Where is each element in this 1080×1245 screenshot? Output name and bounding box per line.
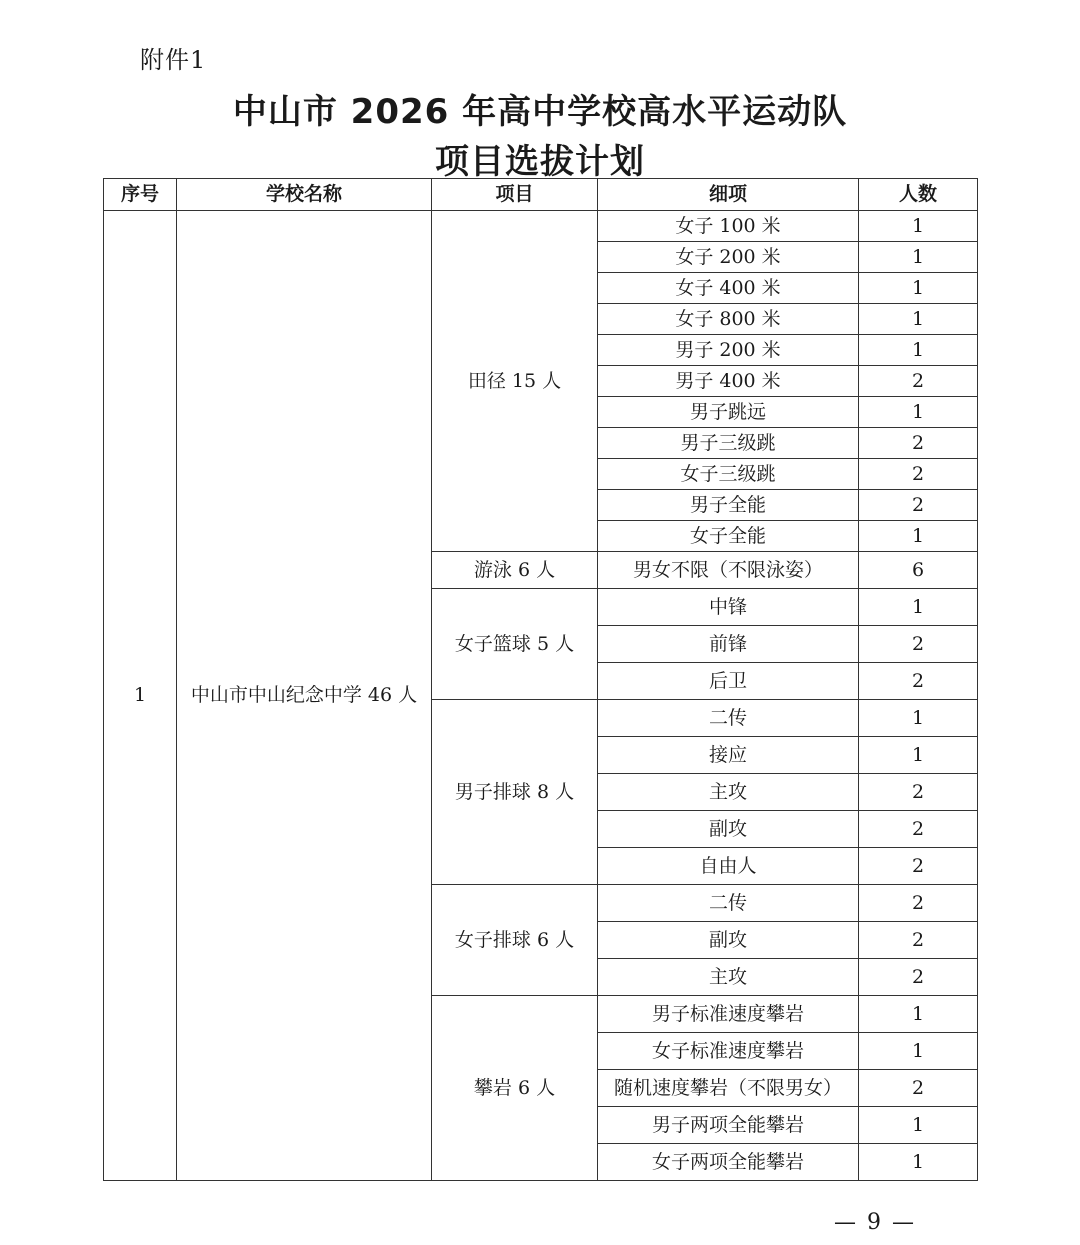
page-number: — 9 — bbox=[834, 1210, 916, 1235]
count-cell: 2 bbox=[859, 774, 978, 811]
document-title: 中山市 2026 年高中学校高水平运动队 bbox=[232, 92, 848, 132]
detail-cell: 二传 bbox=[598, 700, 859, 737]
detail-cell: 男子标准速度攀岩 bbox=[598, 996, 859, 1033]
count-cell: 1 bbox=[859, 1033, 978, 1070]
count-cell: 1 bbox=[859, 1107, 978, 1144]
count-cell: 2 bbox=[859, 959, 978, 996]
count-cell: 1 bbox=[859, 211, 978, 242]
detail-cell: 女子全能 bbox=[598, 521, 859, 552]
project-cell: 游泳 6 人 bbox=[432, 552, 598, 589]
detail-cell: 男子两项全能攀岩 bbox=[598, 1107, 859, 1144]
count-cell: 1 bbox=[859, 700, 978, 737]
detail-cell: 女子标准速度攀岩 bbox=[598, 1033, 859, 1070]
attachment-label: 附件1 bbox=[140, 46, 207, 74]
detail-cell: 主攻 bbox=[598, 959, 859, 996]
detail-cell: 随机速度攀岩（不限男女） bbox=[598, 1070, 859, 1107]
detail-cell: 男子三级跳 bbox=[598, 428, 859, 459]
count-cell: 2 bbox=[859, 922, 978, 959]
detail-cell: 副攻 bbox=[598, 811, 859, 848]
project-cell: 男子排球 8 人 bbox=[432, 700, 598, 885]
detail-cell: 女子 800 米 bbox=[598, 304, 859, 335]
detail-cell: 女子 200 米 bbox=[598, 242, 859, 273]
count-cell: 2 bbox=[859, 848, 978, 885]
detail-cell: 女子三级跳 bbox=[598, 459, 859, 490]
selection-plan-table bbox=[103, 178, 978, 1181]
count-cell: 1 bbox=[859, 242, 978, 273]
project-cell: 攀岩 6 人 bbox=[432, 996, 598, 1181]
count-cell: 2 bbox=[859, 366, 978, 397]
count-cell: 1 bbox=[859, 1144, 978, 1181]
header-school: 学校名称 bbox=[177, 179, 432, 211]
header-detail: 细项 bbox=[598, 179, 859, 211]
table-header-row bbox=[104, 179, 978, 211]
count-cell: 1 bbox=[859, 397, 978, 428]
detail-cell: 男子跳远 bbox=[598, 397, 859, 428]
detail-cell: 自由人 bbox=[598, 848, 859, 885]
detail-cell: 中锋 bbox=[598, 589, 859, 626]
count-cell: 1 bbox=[859, 521, 978, 552]
count-cell: 1 bbox=[859, 996, 978, 1033]
count-cell: 2 bbox=[859, 885, 978, 922]
project-cell: 女子篮球 5 人 bbox=[432, 589, 598, 700]
count-cell: 2 bbox=[859, 626, 978, 663]
detail-cell: 女子两项全能攀岩 bbox=[598, 1144, 859, 1181]
detail-cell: 男子全能 bbox=[598, 490, 859, 521]
count-cell: 2 bbox=[859, 663, 978, 700]
detail-cell: 男子 400 米 bbox=[598, 366, 859, 397]
school-name-cell: 中山市中山纪念中学 46 人 bbox=[177, 211, 432, 1181]
table-body bbox=[104, 211, 978, 1181]
detail-cell: 二传 bbox=[598, 885, 859, 922]
project-cell: 女子排球 6 人 bbox=[432, 885, 598, 996]
count-cell: 6 bbox=[859, 552, 978, 589]
count-cell: 2 bbox=[859, 490, 978, 521]
detail-cell: 副攻 bbox=[598, 922, 859, 959]
count-cell: 1 bbox=[859, 304, 978, 335]
detail-cell: 男子 200 米 bbox=[598, 335, 859, 366]
count-cell: 2 bbox=[859, 459, 978, 490]
count-cell: 1 bbox=[859, 589, 978, 626]
count-cell: 1 bbox=[859, 335, 978, 366]
count-cell: 2 bbox=[859, 811, 978, 848]
detail-cell: 后卫 bbox=[598, 663, 859, 700]
detail-cell: 前锋 bbox=[598, 626, 859, 663]
detail-cell: 女子 400 米 bbox=[598, 273, 859, 304]
header-count: 人数 bbox=[859, 179, 978, 211]
table-row bbox=[104, 211, 978, 242]
header-project: 项目 bbox=[432, 179, 598, 211]
detail-cell: 女子 100 米 bbox=[598, 211, 859, 242]
count-cell: 2 bbox=[859, 428, 978, 459]
header-seq: 序号 bbox=[104, 179, 177, 211]
document-subtitle: 项目选拔计划 bbox=[435, 142, 645, 182]
count-cell: 1 bbox=[859, 273, 978, 304]
project-cell: 田径 15 人 bbox=[432, 211, 598, 552]
count-cell: 1 bbox=[859, 737, 978, 774]
detail-cell: 接应 bbox=[598, 737, 859, 774]
seq-cell: 1 bbox=[104, 211, 177, 1181]
detail-cell: 男女不限（不限泳姿） bbox=[598, 552, 859, 589]
count-cell: 2 bbox=[859, 1070, 978, 1107]
detail-cell: 主攻 bbox=[598, 774, 859, 811]
